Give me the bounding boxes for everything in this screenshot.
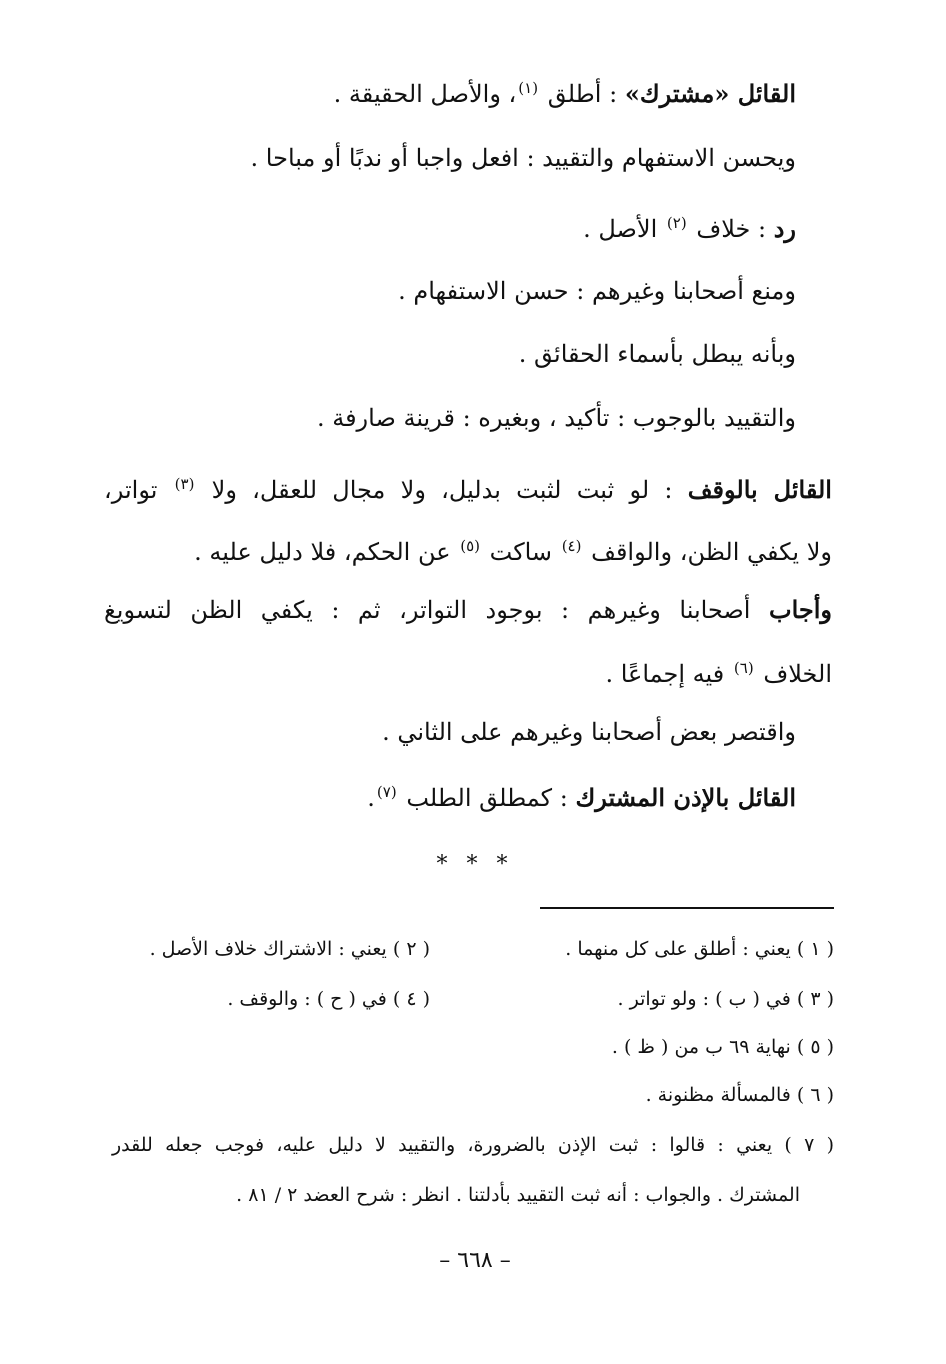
footnote-marker-2[interactable]: (٢) xyxy=(666,214,687,232)
body-text: ويحسن الاستفهام والتقييد : افعل واجبا أو ندبًا أو مباحا . xyxy=(250,144,796,172)
body-line-1 xyxy=(334,72,796,110)
body-line-2 xyxy=(251,142,796,174)
body-line-4 xyxy=(398,275,796,307)
bold-lead-term: القائل بالوقف xyxy=(687,475,832,504)
footnote-4: ( ٤ ) في ( ح ) : والوقف . xyxy=(227,988,430,1010)
footnote-marker-6[interactable]: (٦) xyxy=(733,659,754,677)
body-text: أصحابنا وغيرهم : بوجود التواتر، ثم : يكفي الظن لتسويغ xyxy=(104,596,751,624)
body-line-8 xyxy=(194,530,832,568)
body-line-9 xyxy=(104,594,832,626)
body-text: فيه إجماعًا . xyxy=(605,660,725,688)
body-text: عن الحكم، فلا دليل عليه . xyxy=(194,538,451,566)
body-text: الأصل . xyxy=(583,215,658,243)
body-text: ولا يكفي الظن، والواقف xyxy=(591,538,832,566)
footnote-2: ( ٢ ) يعني : الاشتراك خلاف الأصل . xyxy=(149,938,430,960)
body-text: . xyxy=(367,784,375,812)
footnote-7-line-2: المشترك . والجواب : أنه ثبت التقييد بأدلتنا . انظر : شرح العضد ٢ / ٨١ . xyxy=(236,1184,800,1206)
body-text: ومنع أصحابنا وغيرهم : حسن الاستفهام . xyxy=(398,277,796,305)
body-text: : خلاف xyxy=(696,215,767,243)
body-text: : لو ثبت لثبت بدليل، ولا مجال للعقل، ولا xyxy=(211,476,673,504)
page-number: – ٦٦٨ – xyxy=(439,1248,511,1273)
body-text: والتقييد بالوجوب : تأكيد ، وبغيره : قرينة صارفة . xyxy=(316,404,796,432)
footnote-marker-7[interactable]: (٧) xyxy=(376,783,397,801)
body-text: تواتر، xyxy=(104,476,158,504)
body-text: : أطلق xyxy=(547,80,618,108)
body-text: : كمطلق الطلب xyxy=(406,784,568,812)
section-separator: * * * xyxy=(436,852,514,877)
body-line-11 xyxy=(382,716,796,748)
footnote-divider xyxy=(540,907,834,909)
body-line-3 xyxy=(583,207,796,245)
body-line-7 xyxy=(104,468,832,506)
footnote-marker-3[interactable]: (٣) xyxy=(174,475,195,493)
bold-lead-term: رد xyxy=(773,214,796,243)
body-line-6 xyxy=(317,402,796,434)
footnote-7-line-1: ( ٧ ) يعني : قالوا : ثبت الإذن بالضرورة، والتقييد لا دليل عليه، فوجب جعله للقدر xyxy=(112,1134,835,1156)
bold-lead-term: وأجاب xyxy=(769,595,832,624)
bold-lead-term: القائل بالإذن المشترك xyxy=(575,783,796,812)
footnote-1: ( ١ ) يعني : أطلق على كل منهما . xyxy=(565,938,834,960)
body-line-5 xyxy=(519,338,796,370)
body-text: ساكت xyxy=(489,538,553,566)
body-line-10 xyxy=(605,652,832,690)
footnote-6: ( ٦ ) فالمسألة مظنونة . xyxy=(645,1084,834,1106)
body-line-12 xyxy=(367,776,796,814)
footnote-5: ( ٥ ) نهاية ٦٩ ب من ( ظ ) . xyxy=(611,1036,834,1058)
footnote-marker-4[interactable]: (٤) xyxy=(561,537,582,555)
footnote-marker-1[interactable]: (١) xyxy=(518,79,539,97)
footnote-marker-5[interactable]: (٥) xyxy=(460,537,480,555)
body-text: وبأنه يبطل بأسماء الحقائق . xyxy=(518,340,796,368)
body-text: واقتصر بعض أصحابنا وغيرهم على الثاني . xyxy=(382,718,796,746)
footnote-3: ( ٣ ) في ( ب ) : ولو تواتر . xyxy=(617,988,834,1010)
body-text: ، والأصل الحقيقة . xyxy=(333,80,517,108)
bold-lead-term: القائل «مشترك» xyxy=(624,79,796,108)
body-text: الخلاف xyxy=(763,660,832,688)
